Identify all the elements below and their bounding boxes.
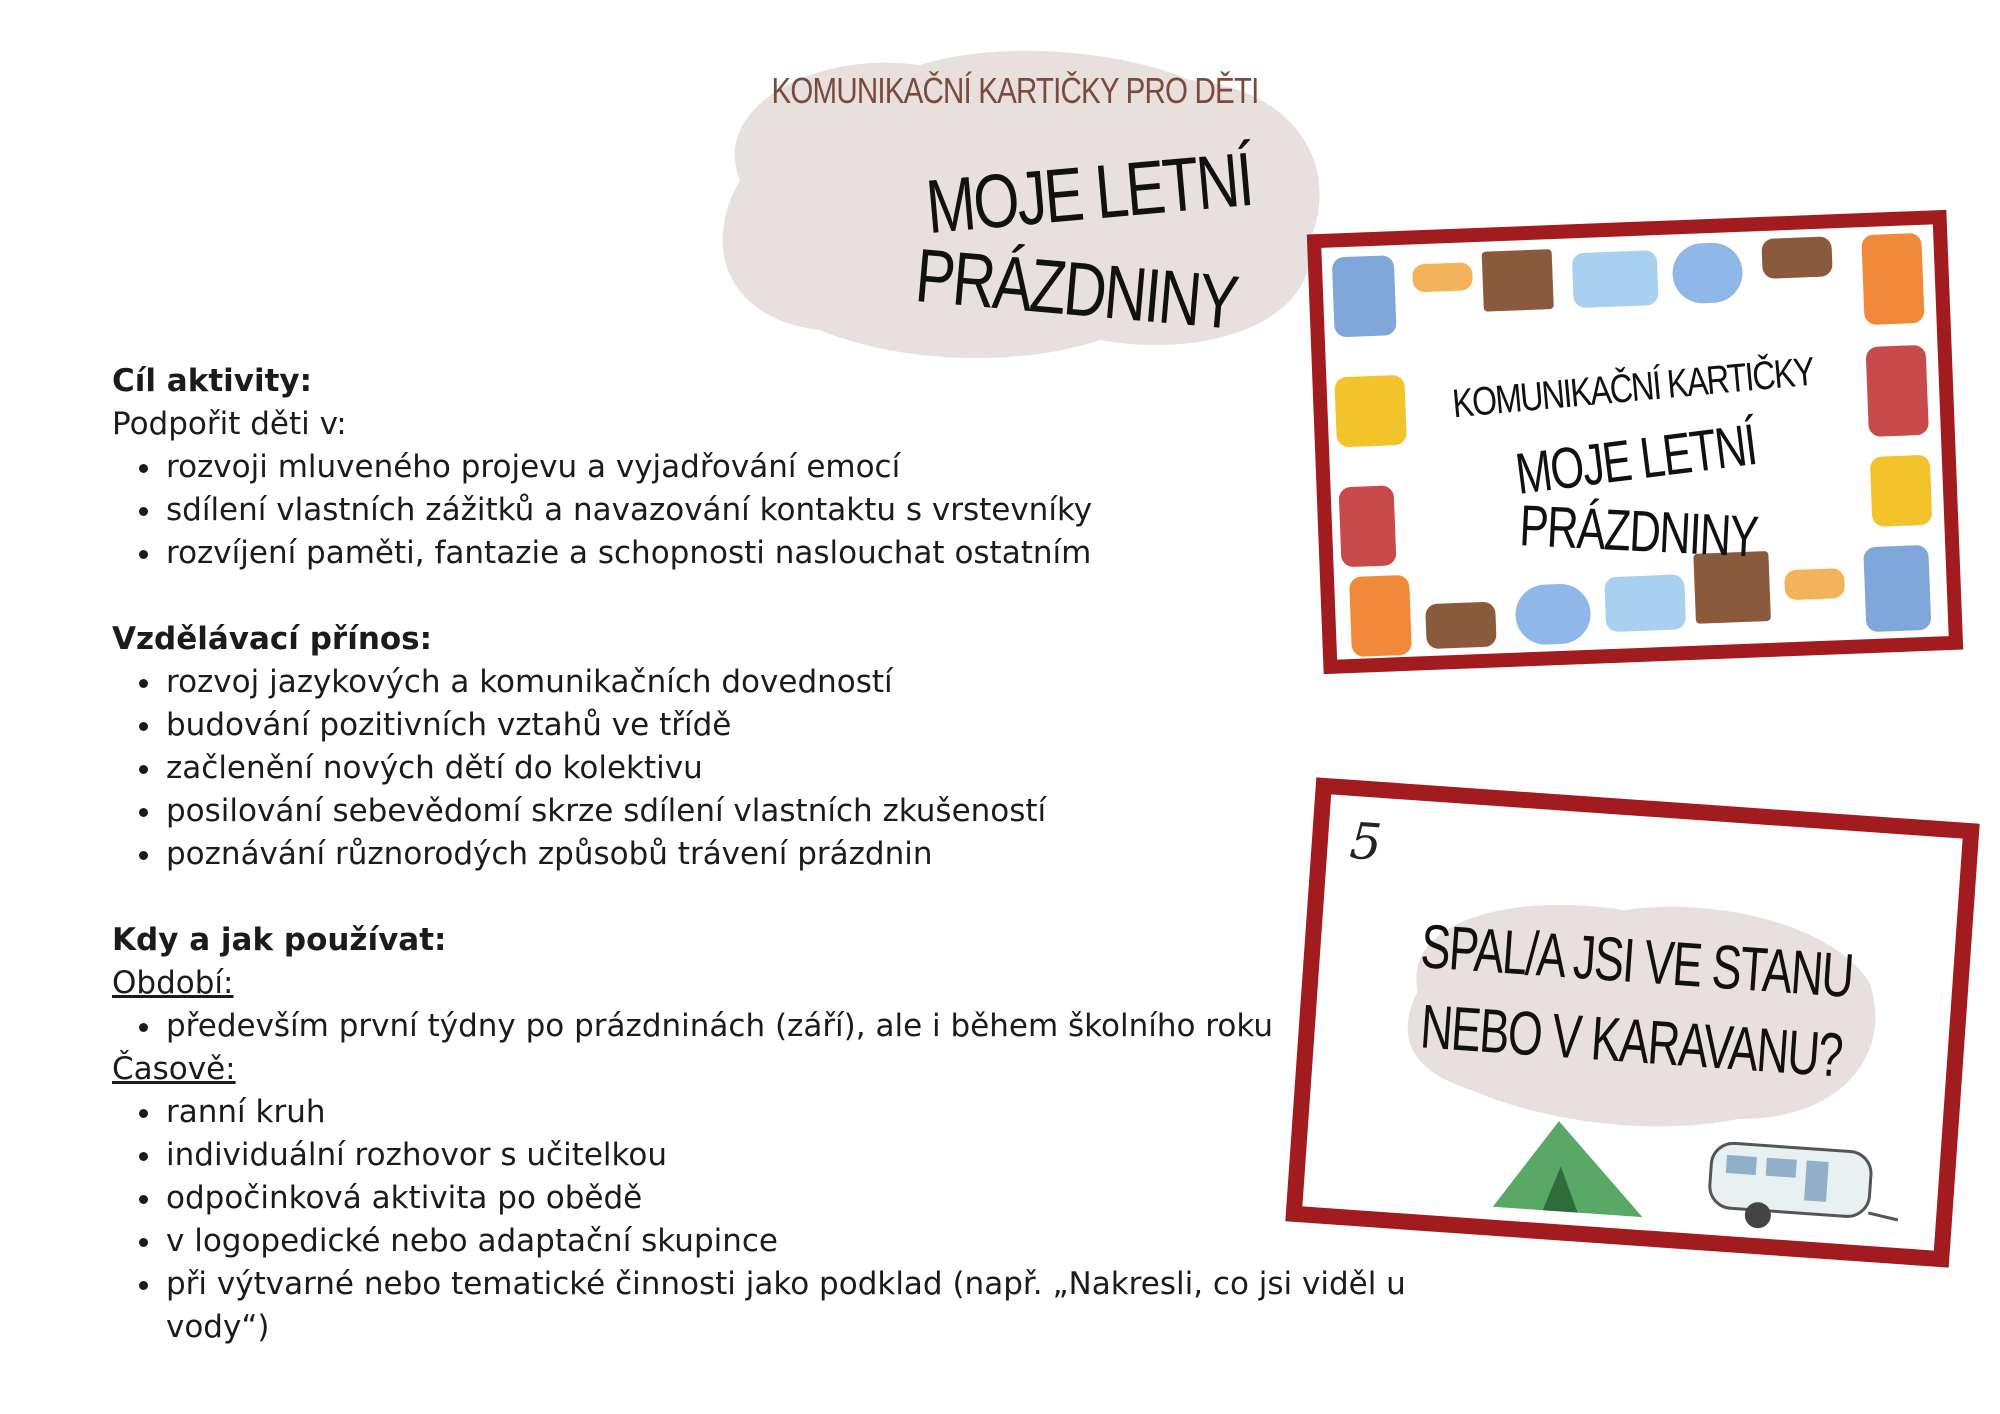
list-item: • individuální rozhovor s učitelkou [164,1134,1512,1177]
list-item: • rozvíjení paměti, fantazie a schopnosti naslouchat ostatním [164,532,1512,575]
list-item: • začlenění nových dětí do kolektivu [164,747,1512,790]
list-item: • budování pozitivních vztahů ve třídě [164,704,1512,747]
list-item: • poznávání různorodých způsobů trávení prázdnin [164,833,1512,876]
list-item: • při výtvarné nebo tematické činnosti jako podklad (např. „Nakresli, co jsi viděl u vody“) [164,1263,1512,1349]
van-icon [1870,455,1933,527]
question-card-inner [1302,794,1962,1250]
list-item: • posilování sebevědomí skrze sdílení vlastních zkušeností [164,790,1512,833]
caravan-icon [1702,1132,1908,1246]
camera-icon [1761,236,1832,279]
header-title-line1: MOJE LETNÍ [922,136,1255,251]
benefit-heading: Vzdělávací přínos: [112,621,433,657]
backpack-icon [1332,255,1397,337]
time-label: Časově: [112,1051,236,1087]
ticket-icon [1412,262,1473,292]
suitcase-icon [1861,233,1924,325]
question-line2: NEBO V KARAVANU? [1418,992,1844,1091]
card-number: 5 [1347,811,1384,872]
signpost-icon [1482,249,1554,312]
question-line1: SPAL/A JSI VE STANU [1418,912,1855,1012]
map-icon [1604,574,1686,632]
goal-intro: Podpořit děti v: [112,406,347,442]
header-title-line2: PRÁZDNINY [912,233,1240,346]
goal-list [112,446,1512,575]
cover-card-title-line2: PRÁZDNINY [1518,493,1759,570]
goal-heading: Cíl aktivity: [112,363,313,399]
map-icon [1572,250,1659,308]
list-item: • rozvoji mluveného projevu a vyjadřování emocí [164,446,1512,489]
cover-card-inner [1321,224,1948,659]
flip-flops-icon [1671,242,1743,305]
camera-icon [1425,601,1497,649]
suitcase-icon [1349,575,1412,657]
list-item: • odpočinková aktivita po obědě [164,1177,1512,1220]
flip-flops-icon [1514,583,1591,646]
list-item: • v logopedické nebo adaptační skupince [164,1220,1512,1263]
cover-card [1307,210,1963,674]
towel-icon [1339,485,1397,567]
cover-card-title-line1: MOJE LETNÍ [1511,412,1760,507]
usage-heading: Kdy a jak používat: [112,922,447,958]
list-item: • ranní kruh [164,1091,1512,1134]
tent-icon [1482,1106,1659,1228]
cover-card-subtitle: KOMUNIKAČNÍ KARTIČKY [1450,349,1816,427]
header-subtitle: KOMUNIKAČNÍ KARTIČKY PRO DĚTI [771,70,1259,111]
benefit-list [112,661,1512,876]
period-label: Období: [112,965,234,1001]
list-item: • sdílení vlastních zážitků a navazování kontaktu s vrstevníky [164,489,1512,532]
backpack-icon [1863,545,1931,632]
question-card [1285,777,1979,1267]
list-item: • především první týdny po prázdninách (září), ale i během školního roku [164,1005,1512,1048]
list-item: • rozvoj jazykových a komunikačních dovedností [164,661,1512,704]
